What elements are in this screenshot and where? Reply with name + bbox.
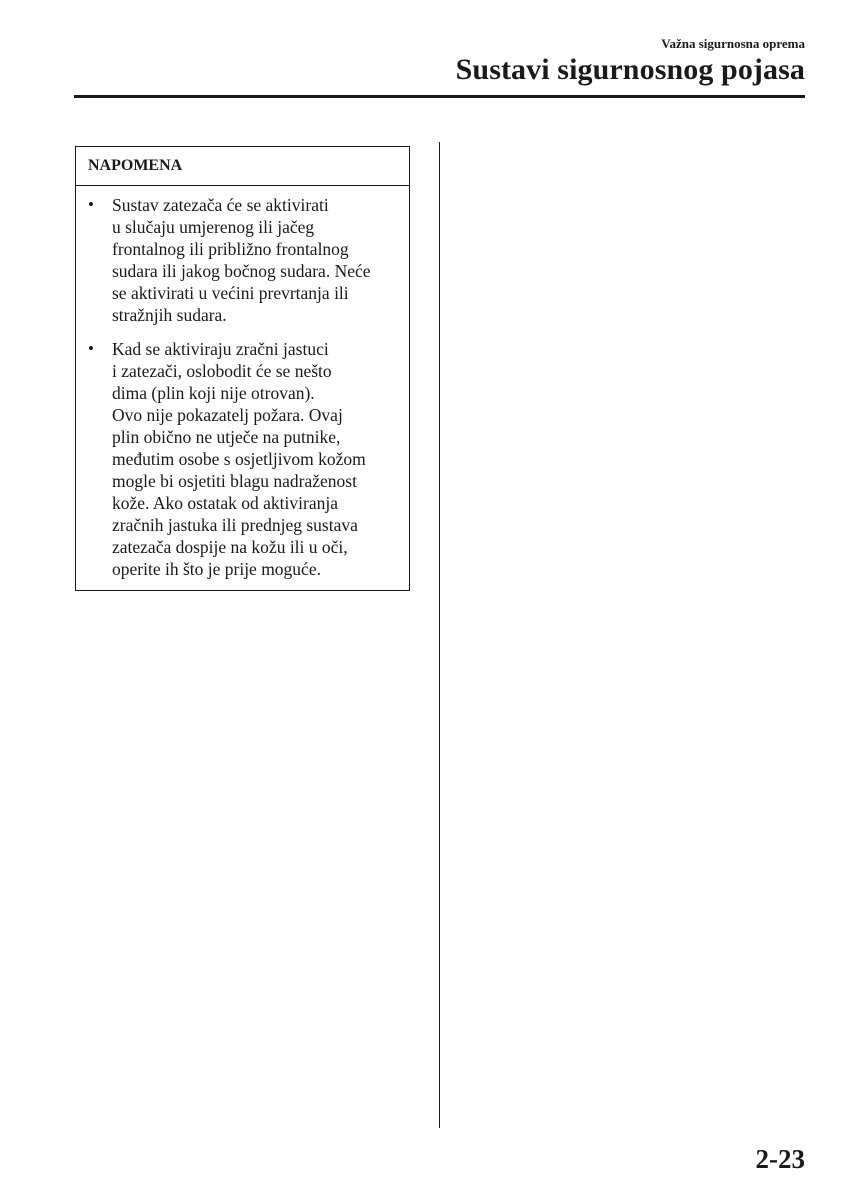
note-item-text: [112, 194, 371, 326]
note-line: stražnjih sudara.: [112, 305, 227, 325]
note-line: frontalnog ili približno frontalnog: [112, 239, 349, 259]
note-line: kože. Ako ostatak od aktiviranja: [112, 493, 338, 513]
bullet-icon: •: [88, 195, 94, 214]
column-divider: [439, 142, 440, 1128]
note-box: [75, 146, 410, 591]
note-line: dima (plin koji nije otrovan).: [112, 383, 315, 403]
note-body: [76, 186, 409, 590]
bullet-icon: •: [88, 339, 94, 358]
note-line: Kad se aktiviraju zračni jastuci: [112, 339, 329, 359]
note-item: [88, 194, 401, 326]
section-label: Važna sigurnosna oprema: [661, 36, 805, 51]
note-line: Ovo nije pokazatelj požara. Ovaj: [112, 405, 343, 425]
page-number: 2-23: [755, 1144, 805, 1174]
note-line: i zatezači, oslobodit će se nešto: [112, 361, 332, 381]
note-line: se aktivirati u većini prevrtanja ili: [112, 283, 349, 303]
note-line: sudara ili jakog bočnog sudara. Neće: [112, 261, 371, 281]
note-item-text: [112, 338, 366, 580]
note-line: zračnih jastuka ili prednjeg sustava: [112, 515, 358, 535]
note-line: operite ih što je prije moguće.: [112, 559, 321, 579]
note-item: [88, 338, 401, 580]
note-line: mogle bi osjetiti blagu nadraženost: [112, 471, 357, 491]
note-line: u slučaju umjerenog ili jačeg: [112, 217, 315, 237]
page-title: Sustavi sigurnosnog pojasa: [455, 53, 805, 86]
note-line: plin obično ne utječe na putnike,: [112, 427, 341, 447]
note-line: međutim osobe s osjetljivom kožom: [112, 449, 366, 469]
note-line: zatezača dospije na kožu ili u oči,: [112, 537, 348, 557]
note-title: NAPOMENA: [76, 147, 409, 186]
note-line: Sustav zatezača će se aktivirati: [112, 195, 329, 215]
header-rule: [74, 95, 805, 98]
